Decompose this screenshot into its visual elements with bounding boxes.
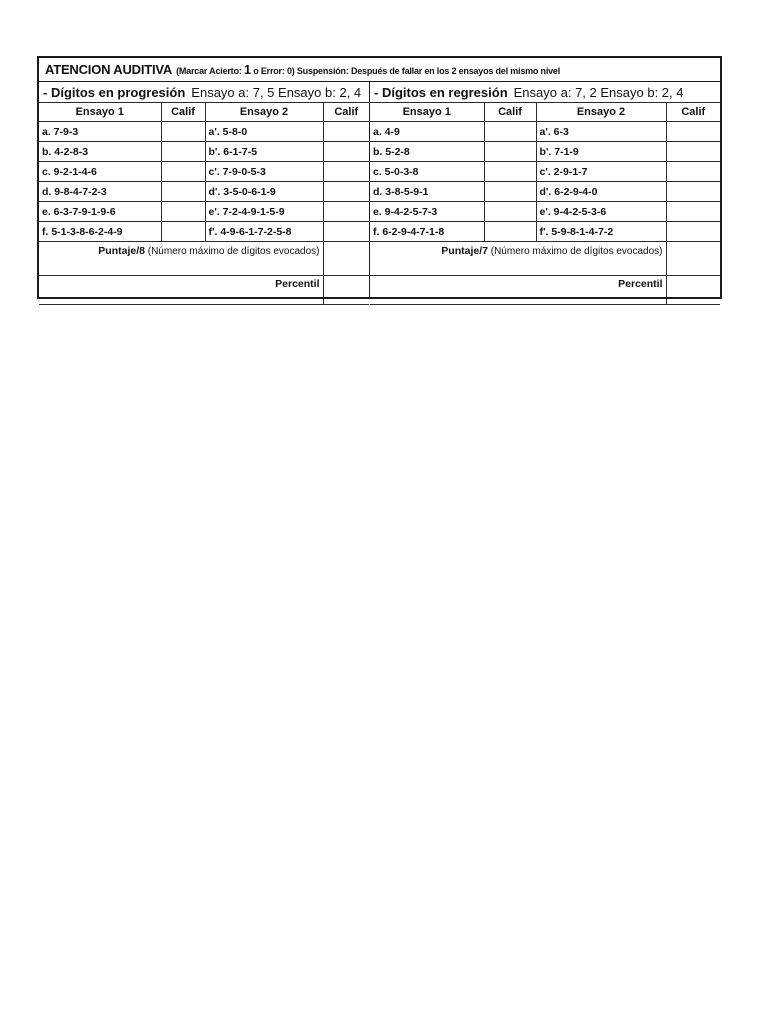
table-row <box>39 182 369 202</box>
item-ensayo2: c'. 7-9-0-5-3 <box>205 162 323 182</box>
item-ensayo1: d. 3-8-5-9-1 <box>370 182 484 202</box>
item-ensayo1: a. 7-9-3 <box>39 122 161 142</box>
calif-cell[interactable] <box>161 202 205 222</box>
calif-cell[interactable] <box>161 162 205 182</box>
item-ensayo1: a. 4-9 <box>370 122 484 142</box>
table-row <box>39 222 369 242</box>
progresion-score-label: Puntaje/8 <box>98 245 145 257</box>
calif-cell[interactable] <box>666 142 720 162</box>
regresion-trials: Ensayo a: 7, 2 Ensayo b: 2, 4 <box>513 84 684 100</box>
calif-cell[interactable] <box>666 222 720 242</box>
table-row <box>370 142 720 162</box>
progresion-score-row <box>39 242 369 276</box>
section-progresion <box>39 82 370 297</box>
item-ensayo1: b. 5-2-8 <box>370 142 484 162</box>
col-header-calif: Calif <box>161 103 205 122</box>
calif-cell[interactable] <box>161 222 205 242</box>
col-header-calif: Calif <box>323 103 369 122</box>
calif-cell[interactable] <box>323 222 369 242</box>
progresion-score-cell[interactable] <box>323 242 369 276</box>
form-instructions <box>176 62 560 77</box>
calif-cell[interactable] <box>323 202 369 222</box>
calif-cell[interactable] <box>666 122 720 142</box>
regresion-score-row <box>370 242 720 276</box>
regresion-score-label: Puntaje/7 <box>441 245 488 257</box>
item-ensayo2: c'. 2-9-1-7 <box>536 162 666 182</box>
col-header-ensayo1: Ensayo 1 <box>39 103 161 122</box>
regresion-header-row <box>370 82 720 103</box>
item-ensayo2: b'. 7-1-9 <box>536 142 666 162</box>
calif-cell[interactable] <box>666 202 720 222</box>
instructions-prefix: (Marcar Acierto: <box>176 66 242 76</box>
calif-cell[interactable] <box>161 122 205 142</box>
table-row <box>370 202 720 222</box>
progresion-title: - Dígitos en progresión <box>43 84 186 100</box>
table-row <box>370 162 720 182</box>
calif-cell[interactable] <box>323 182 369 202</box>
form-title-row <box>39 58 720 82</box>
item-ensayo2: a'. 5-8-0 <box>205 122 323 142</box>
item-ensayo1: f. 6-2-9-4-7-1-8 <box>370 222 484 242</box>
calif-cell[interactable] <box>484 122 536 142</box>
regresion-title: - Dígitos en regresión <box>374 84 508 100</box>
regresion-score-note: (Número máximo de dígitos evocados) <box>490 246 663 257</box>
item-ensayo2: e'. 7-2-4-9-1-5-9 <box>205 202 323 222</box>
calif-cell[interactable] <box>484 142 536 162</box>
progresion-percentil-row <box>39 276 369 305</box>
regresion-score-cell[interactable] <box>666 242 720 276</box>
calif-cell[interactable] <box>484 162 536 182</box>
auditory-attention-form <box>37 56 722 299</box>
progresion-column-headers <box>39 103 369 122</box>
item-ensayo1: e. 6-3-7-9-1-9-6 <box>39 202 161 222</box>
calif-cell[interactable] <box>484 202 536 222</box>
col-header-ensayo2: Ensayo 2 <box>536 103 666 122</box>
progresion-percentil-cell[interactable] <box>323 276 369 305</box>
item-ensayo2: e'. 9-4-2-5-3-6 <box>536 202 666 222</box>
form-columns <box>39 82 720 297</box>
item-ensayo1: c. 5-0-3-8 <box>370 162 484 182</box>
calif-cell[interactable] <box>323 122 369 142</box>
regresion-table <box>370 82 720 305</box>
regresion-percentil-row <box>370 276 720 305</box>
progresion-trials: Ensayo a: 7, 5 Ensayo b: 2, 4 <box>191 84 362 100</box>
item-ensayo1: e. 9-4-2-5-7-3 <box>370 202 484 222</box>
form-title: ATENCION AUDITIVA <box>45 62 173 77</box>
progresion-score-note: (Número máximo de dígitos evocados) <box>147 246 320 257</box>
item-ensayo1: b. 4-2-8-3 <box>39 142 161 162</box>
regresion-column-headers <box>370 103 720 122</box>
section-regresion <box>370 82 720 297</box>
progresion-percentil-label: Percentil <box>39 276 323 305</box>
item-ensayo1: c. 9-2-1-4-6 <box>39 162 161 182</box>
calif-cell[interactable] <box>666 182 720 202</box>
table-row <box>370 182 720 202</box>
item-ensayo1: f. 5-1-3-8-6-2-4-9 <box>39 222 161 242</box>
calif-cell[interactable] <box>161 182 205 202</box>
item-ensayo2: f'. 4-9-6-1-7-2-5-8 <box>205 222 323 242</box>
table-row <box>39 202 369 222</box>
instructions-rest: o Error: 0) Suspensión: Después de fallar en los 2 ensayos del mismo nivel <box>253 66 561 76</box>
table-row <box>39 162 369 182</box>
col-header-calif: Calif <box>484 103 536 122</box>
col-header-ensayo2: Ensayo 2 <box>205 103 323 122</box>
instructions-acierto-value: 1 <box>243 62 251 77</box>
item-ensayo1: d. 9-8-4-7-2-3 <box>39 182 161 202</box>
progresion-header-row <box>39 82 369 103</box>
table-row <box>370 122 720 142</box>
item-ensayo2: d'. 6-2-9-4-0 <box>536 182 666 202</box>
calif-cell[interactable] <box>484 182 536 202</box>
regresion-percentil-cell[interactable] <box>666 276 720 305</box>
regresion-percentil-label: Percentil <box>370 276 666 305</box>
calif-cell[interactable] <box>323 162 369 182</box>
item-ensayo2: b'. 6-1-7-5 <box>205 142 323 162</box>
table-row <box>370 222 720 242</box>
col-header-ensayo1: Ensayo 1 <box>370 103 484 122</box>
progresion-table <box>39 82 369 305</box>
calif-cell[interactable] <box>161 142 205 162</box>
calif-cell[interactable] <box>323 142 369 162</box>
calif-cell[interactable] <box>484 222 536 242</box>
item-ensayo2: d'. 3-5-0-6-1-9 <box>205 182 323 202</box>
table-row <box>39 142 369 162</box>
calif-cell[interactable] <box>666 162 720 182</box>
col-header-calif: Calif <box>666 103 720 122</box>
item-ensayo2: a'. 6-3 <box>536 122 666 142</box>
item-ensayo2: f'. 5-9-8-1-4-7-2 <box>536 222 666 242</box>
table-row <box>39 122 369 142</box>
